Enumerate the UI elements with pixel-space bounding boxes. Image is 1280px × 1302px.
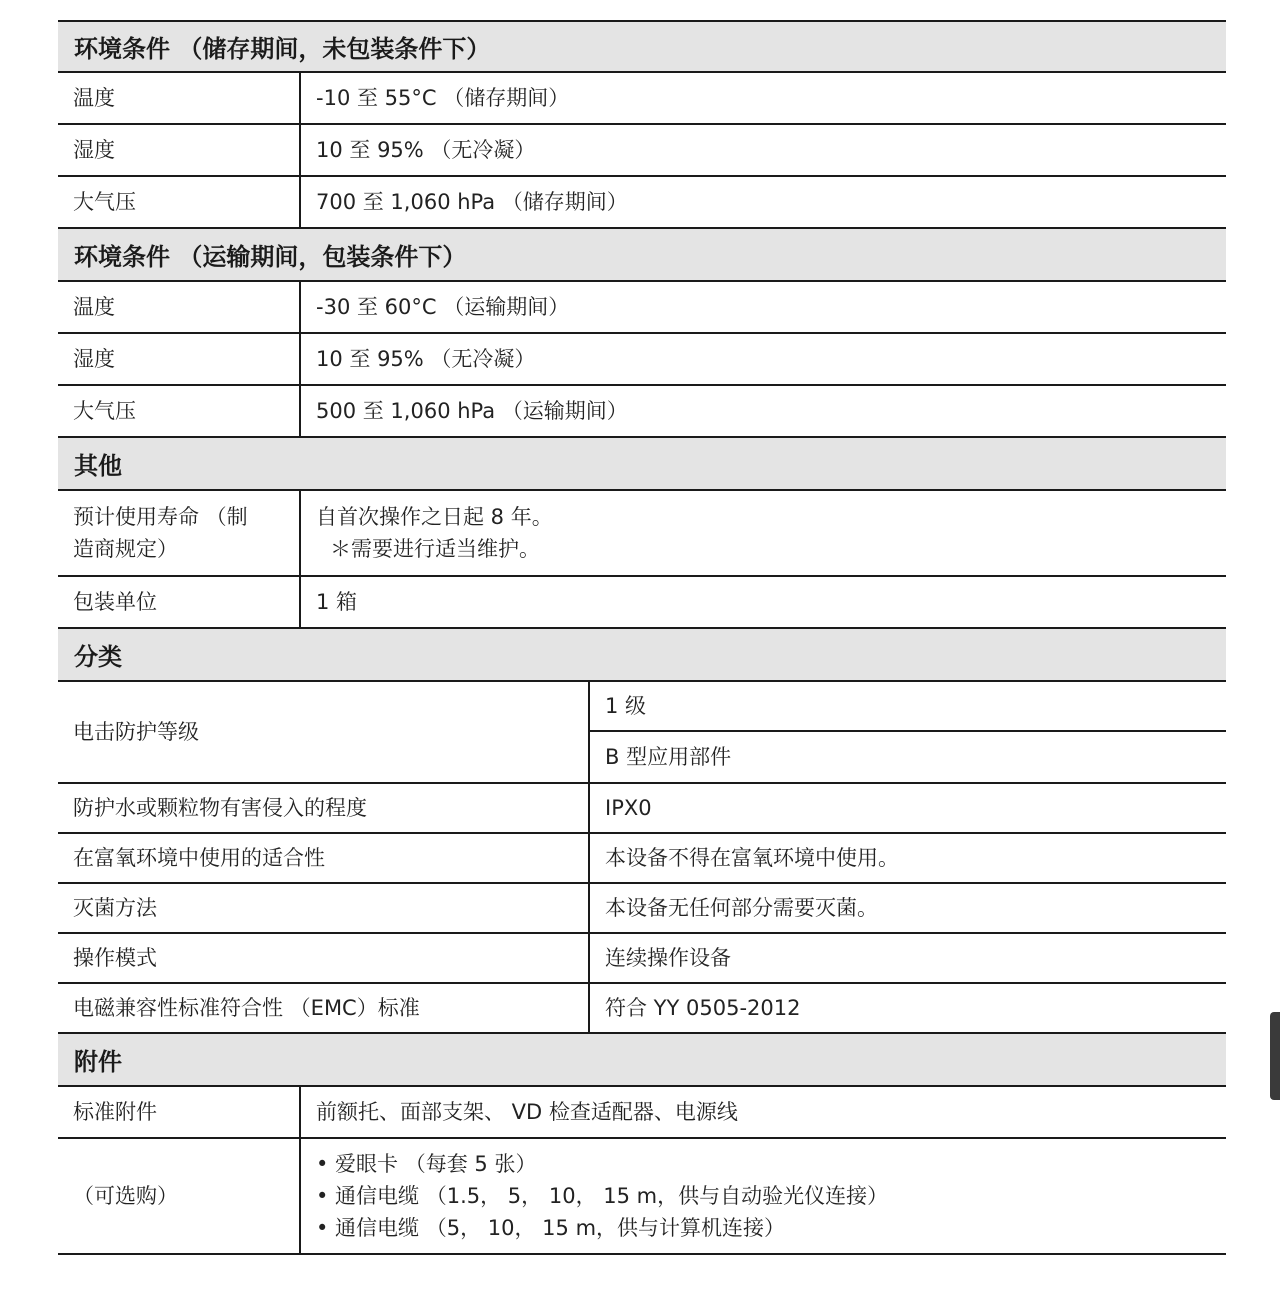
value-line: 自首次操作之日起 8 年。 bbox=[316, 505, 553, 529]
value-line: ＊需要进行适当维护。 bbox=[330, 537, 540, 561]
section-title: 其他 bbox=[74, 452, 122, 480]
row-value: 10 至 95% （无冷凝） bbox=[316, 138, 536, 162]
table-row bbox=[58, 386, 1226, 438]
table-row bbox=[58, 1087, 1226, 1139]
row-label: 大气压 bbox=[58, 177, 301, 227]
row-value-list bbox=[301, 1139, 1226, 1253]
section-header-other bbox=[58, 438, 1226, 491]
row-label: （可选购） bbox=[58, 1139, 301, 1253]
row-label: 温度 bbox=[58, 282, 301, 332]
row-label: 防护水或颗粒物有害侵入的程度 bbox=[58, 784, 590, 832]
row-label: 湿度 bbox=[58, 125, 301, 175]
table-row bbox=[58, 177, 1226, 229]
table-row bbox=[58, 934, 1226, 984]
section-header-accessories bbox=[58, 1034, 1226, 1087]
section-header-transport bbox=[58, 229, 1226, 282]
label-line: 造商规定） bbox=[73, 537, 178, 561]
list-item: • 通信电缆 （5， 10， 15 m，供与计算机连接） bbox=[316, 1216, 786, 1240]
section-title: 分类 bbox=[74, 643, 122, 671]
row-value: 连续操作设备 bbox=[605, 946, 731, 970]
table-row bbox=[58, 884, 1226, 934]
row-value-stack bbox=[590, 682, 1226, 782]
row-value: IPX0 bbox=[605, 796, 652, 820]
row-value: -30 至 60°C （运输期间） bbox=[316, 295, 570, 319]
section-header-classification bbox=[58, 629, 1226, 682]
section-title: 环境条件 （储存期间，未包装条件下） bbox=[74, 35, 491, 63]
row-value: 500 至 1,060 hPa （运输期间） bbox=[316, 399, 628, 423]
row-value: B 型应用部件 bbox=[605, 745, 732, 769]
row-label: 灭菌方法 bbox=[58, 884, 590, 932]
spec-table bbox=[58, 20, 1226, 1255]
row-value: 本设备无任何部分需要灭菌。 bbox=[605, 896, 878, 920]
row-label: 在富氧环境中使用的适合性 bbox=[58, 834, 590, 882]
section-title: 环境条件 （运输期间，包装条件下） bbox=[74, 243, 467, 271]
row-label: 操作模式 bbox=[58, 934, 590, 982]
section-header-storage bbox=[58, 20, 1226, 73]
row-value: 符合 YY 0505-2012 bbox=[605, 996, 801, 1020]
row-label bbox=[58, 491, 301, 575]
row-value: 10 至 95% （无冷凝） bbox=[316, 347, 536, 371]
row-value: 前额托、面部支架、 VD 检查适配器、电源线 bbox=[316, 1100, 738, 1124]
table-row bbox=[58, 73, 1226, 125]
row-label: 电击防护等级 bbox=[58, 682, 590, 782]
table-row bbox=[58, 834, 1226, 884]
row-label: 温度 bbox=[58, 73, 301, 123]
table-row bbox=[58, 282, 1226, 334]
row-value bbox=[301, 491, 1226, 575]
table-row-shock bbox=[58, 682, 1226, 784]
row-value: 1 箱 bbox=[316, 590, 358, 614]
row-value: -10 至 55°C （储存期间） bbox=[316, 86, 570, 110]
label-line: 预计使用寿命 （制 bbox=[73, 505, 248, 529]
row-value: 1 级 bbox=[590, 682, 1226, 732]
table-row bbox=[58, 784, 1226, 834]
row-label: 大气压 bbox=[58, 386, 301, 436]
row-label: 湿度 bbox=[58, 334, 301, 384]
list-item: • 爱眼卡 （每套 5 张） bbox=[316, 1152, 537, 1176]
row-label: 标准附件 bbox=[58, 1087, 301, 1137]
table-row bbox=[58, 125, 1226, 177]
row-value: 700 至 1,060 hPa （储存期间） bbox=[316, 190, 628, 214]
table-row bbox=[58, 577, 1226, 629]
table-row-optional bbox=[58, 1139, 1226, 1255]
list-item: • 通信电缆 （1.5， 5， 10， 15 m，供与自动验光仪连接） bbox=[316, 1184, 889, 1208]
section-title: 附件 bbox=[74, 1048, 122, 1076]
table-row bbox=[58, 984, 1226, 1034]
table-row bbox=[58, 334, 1226, 386]
row-label: 包装单位 bbox=[58, 577, 301, 627]
row-value: 本设备不得在富氧环境中使用。 bbox=[605, 846, 899, 870]
table-row-lifetime bbox=[58, 491, 1226, 577]
scrollbar[interactable] bbox=[1270, 1012, 1280, 1100]
row-label: 电磁兼容性标准符合性 （EMC）标准 bbox=[58, 984, 590, 1032]
